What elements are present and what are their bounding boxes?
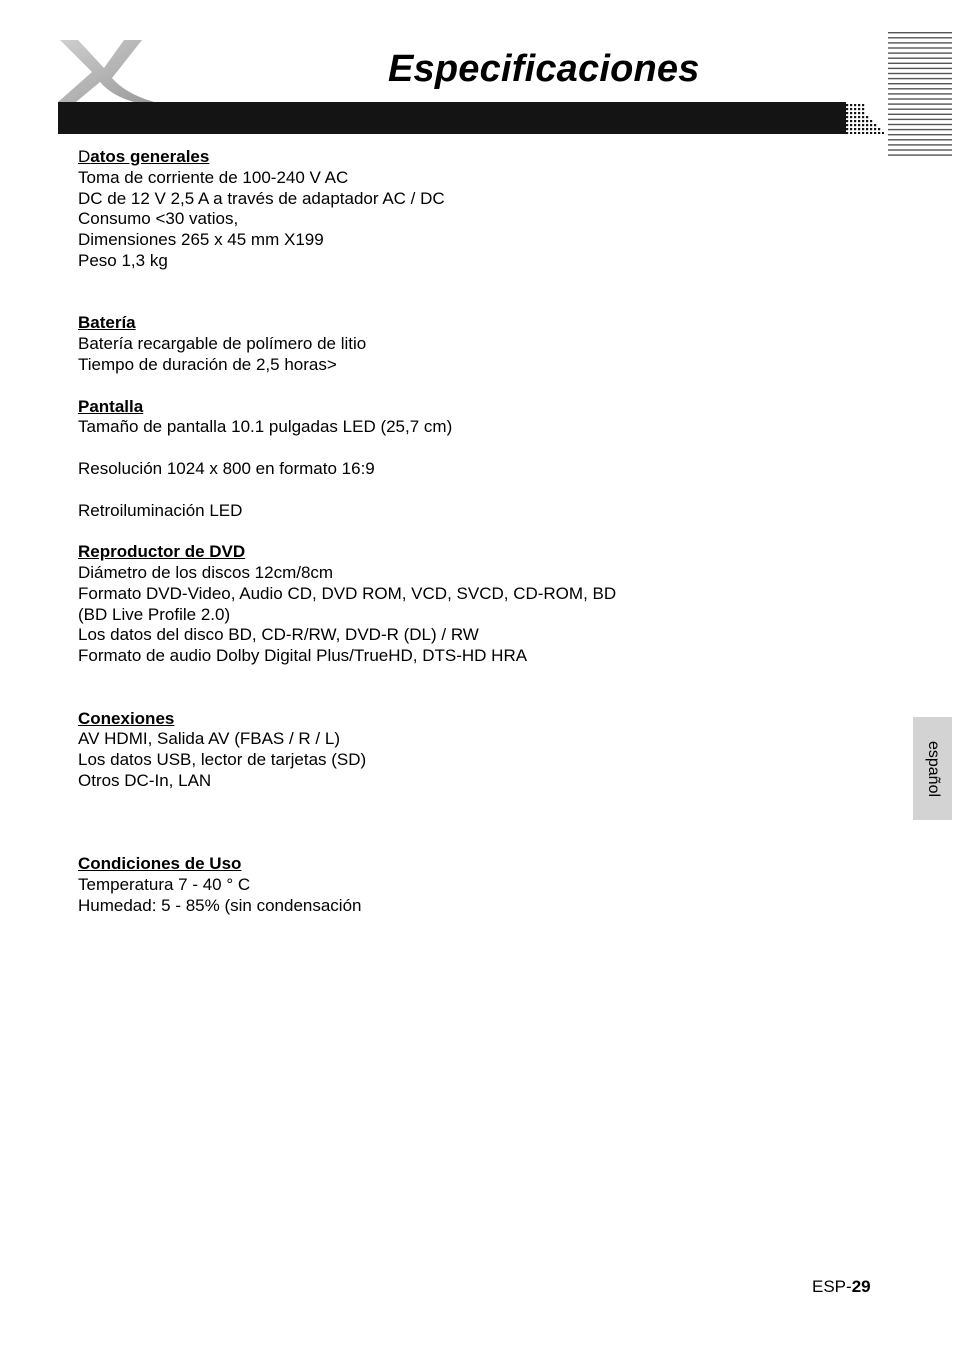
- stripe-line: [888, 124, 952, 125]
- pattern-dot: [850, 124, 852, 126]
- stripe-line: [888, 129, 952, 130]
- pattern-dot: [862, 108, 864, 110]
- stripe-line: [888, 73, 952, 74]
- spec-line: Tiempo de duración de 2,5 horas>: [78, 354, 337, 374]
- pattern-dot: [866, 124, 868, 126]
- pattern-dot: [862, 128, 864, 130]
- stripe-line: [888, 63, 952, 64]
- pattern-dot: [850, 108, 852, 110]
- stripe-line: [888, 119, 952, 120]
- spec-line: Dimensiones 265 x 45 mm X199: [78, 230, 324, 250]
- pattern-dot: [854, 128, 856, 130]
- stripe-line: [888, 78, 952, 79]
- header-bar-dot-pattern: [844, 102, 884, 134]
- spec-line: Formato DVD-Video, Audio CD, DVD ROM, VCD, SVCD, CD-ROM, BD: [78, 583, 617, 603]
- page-number: ESP-29: [812, 1277, 871, 1296]
- spec-line: Humedad: 5 - 85% (sin condensación: [78, 895, 362, 915]
- specifications-content: [78, 147, 778, 916]
- pattern-dot: [850, 128, 852, 130]
- stripe-line: [888, 144, 952, 145]
- pattern-dot: [874, 124, 876, 126]
- section-title-dvd: Reproductor de DVD: [78, 542, 246, 562]
- pattern-dot: [862, 120, 864, 122]
- pattern-dot: [846, 116, 848, 118]
- pattern-dot: [846, 108, 848, 110]
- pattern-dot: [850, 104, 852, 106]
- pattern-dot: [850, 120, 852, 122]
- stripe-line: [888, 47, 952, 48]
- spec-line: Toma de corriente de 100-240 V AC: [78, 167, 349, 187]
- stripe-line: [888, 154, 952, 155]
- pattern-dot: [854, 124, 856, 126]
- pattern-dot: [862, 132, 864, 134]
- language-tab: [913, 717, 952, 820]
- section-title-battery: Batería: [78, 313, 136, 333]
- pattern-dot: [854, 108, 856, 110]
- pattern-dot: [866, 128, 868, 130]
- pattern-dot: [858, 128, 860, 130]
- stripe-line: [888, 139, 952, 140]
- pattern-dot: [870, 124, 872, 126]
- stripe-line: [888, 114, 952, 115]
- stripe-line: [888, 52, 952, 53]
- pattern-dot: [846, 132, 848, 134]
- pattern-dot: [874, 132, 876, 134]
- stripe-line: [888, 58, 952, 59]
- spec-line: AV HDMI, Salida AV (FBAS / R / L): [78, 729, 340, 749]
- pattern-dot: [854, 120, 856, 122]
- pattern-dot: [858, 116, 860, 118]
- pattern-dot: [846, 104, 848, 106]
- stripe-line: [888, 134, 952, 135]
- pattern-dot: [870, 120, 872, 122]
- pattern-dot: [870, 132, 872, 134]
- spec-line: Temperatura 7 - 40 ° C: [78, 874, 251, 894]
- spec-line: Tamaño de pantalla 10.1 pulgadas LED (25,7 cm): [78, 417, 453, 437]
- pattern-dot: [854, 132, 856, 134]
- pattern-dot: [846, 120, 848, 122]
- spec-line: Resolución 1024 x 800 en formato 16:9: [78, 458, 375, 478]
- language-tab-label: español: [924, 740, 942, 797]
- pattern-dot: [866, 132, 868, 134]
- stripe-line: [888, 68, 952, 69]
- section-title-screen: Pantalla: [78, 396, 144, 416]
- pattern-dot: [854, 112, 856, 114]
- pattern-dot: [846, 112, 848, 114]
- pattern-dot: [858, 112, 860, 114]
- pattern-dot: [866, 116, 868, 118]
- spec-line: DC de 12 V 2,5 A a través de adaptador AC / DC: [78, 188, 445, 208]
- pattern-dot: [882, 132, 884, 134]
- pattern-dot: [858, 108, 860, 110]
- pattern-dot: [862, 124, 864, 126]
- stripe-line: [888, 149, 952, 150]
- spec-line: Los datos USB, lector de tarjetas (SD): [78, 750, 367, 770]
- header-bar: [58, 102, 846, 134]
- pattern-dot: [870, 128, 872, 130]
- stripe-line: [888, 109, 952, 110]
- pattern-dot: [862, 112, 864, 114]
- section-title-connections: Conexiones: [78, 708, 175, 728]
- pattern-dot: [846, 128, 848, 130]
- pattern-dot: [850, 116, 852, 118]
- stripe-line: [888, 32, 952, 33]
- pattern-dot: [846, 124, 848, 126]
- pattern-dot: [878, 128, 880, 130]
- pattern-dot: [854, 104, 856, 106]
- section-title-conditions: Condiciones de Uso: [78, 854, 242, 874]
- spec-line: Formato de audio Dolby Digital Plus/TrueHD, DTS-HD HRA: [78, 646, 528, 666]
- pattern-dot: [862, 104, 864, 106]
- stripe-line: [888, 88, 952, 89]
- spec-line: Batería recargable de polímero de litio: [78, 334, 367, 354]
- stripe-line: [888, 42, 952, 43]
- stripe-line: [888, 93, 952, 94]
- brand-logo: [56, 38, 154, 104]
- pattern-dot: [858, 120, 860, 122]
- section-title-general: Datos generales: [78, 147, 210, 166]
- pattern-dot: [866, 120, 868, 122]
- spec-line: (BD Live Profile 2.0): [78, 604, 231, 624]
- pattern-dot: [862, 116, 864, 118]
- pattern-dot: [874, 128, 876, 130]
- spec-line: Otros DC-In, LAN: [78, 770, 212, 790]
- pattern-dot: [858, 124, 860, 126]
- page-title: Especificaciones: [388, 48, 700, 90]
- spec-line: Retroiluminación LED: [78, 500, 243, 520]
- pattern-dot: [858, 104, 860, 106]
- stripe-line: [888, 103, 952, 104]
- spec-line: Los datos del disco BD, CD-R/RW, DVD-R (DL) / RW: [78, 625, 479, 645]
- corner-stripes-decoration: [888, 30, 952, 160]
- stripe-line: [888, 83, 952, 84]
- spec-line: Peso 1,3 kg: [78, 250, 168, 270]
- pattern-dot: [878, 132, 880, 134]
- spec-line: Consumo <30 vatios,: [78, 209, 239, 229]
- spec-line: Diámetro de los discos 12cm/8cm: [78, 562, 334, 582]
- pattern-dot: [850, 132, 852, 134]
- pattern-dot: [850, 112, 852, 114]
- stripe-line: [888, 37, 952, 38]
- pattern-dot: [854, 116, 856, 118]
- stripe-line: [888, 98, 952, 99]
- pattern-dot: [858, 132, 860, 134]
